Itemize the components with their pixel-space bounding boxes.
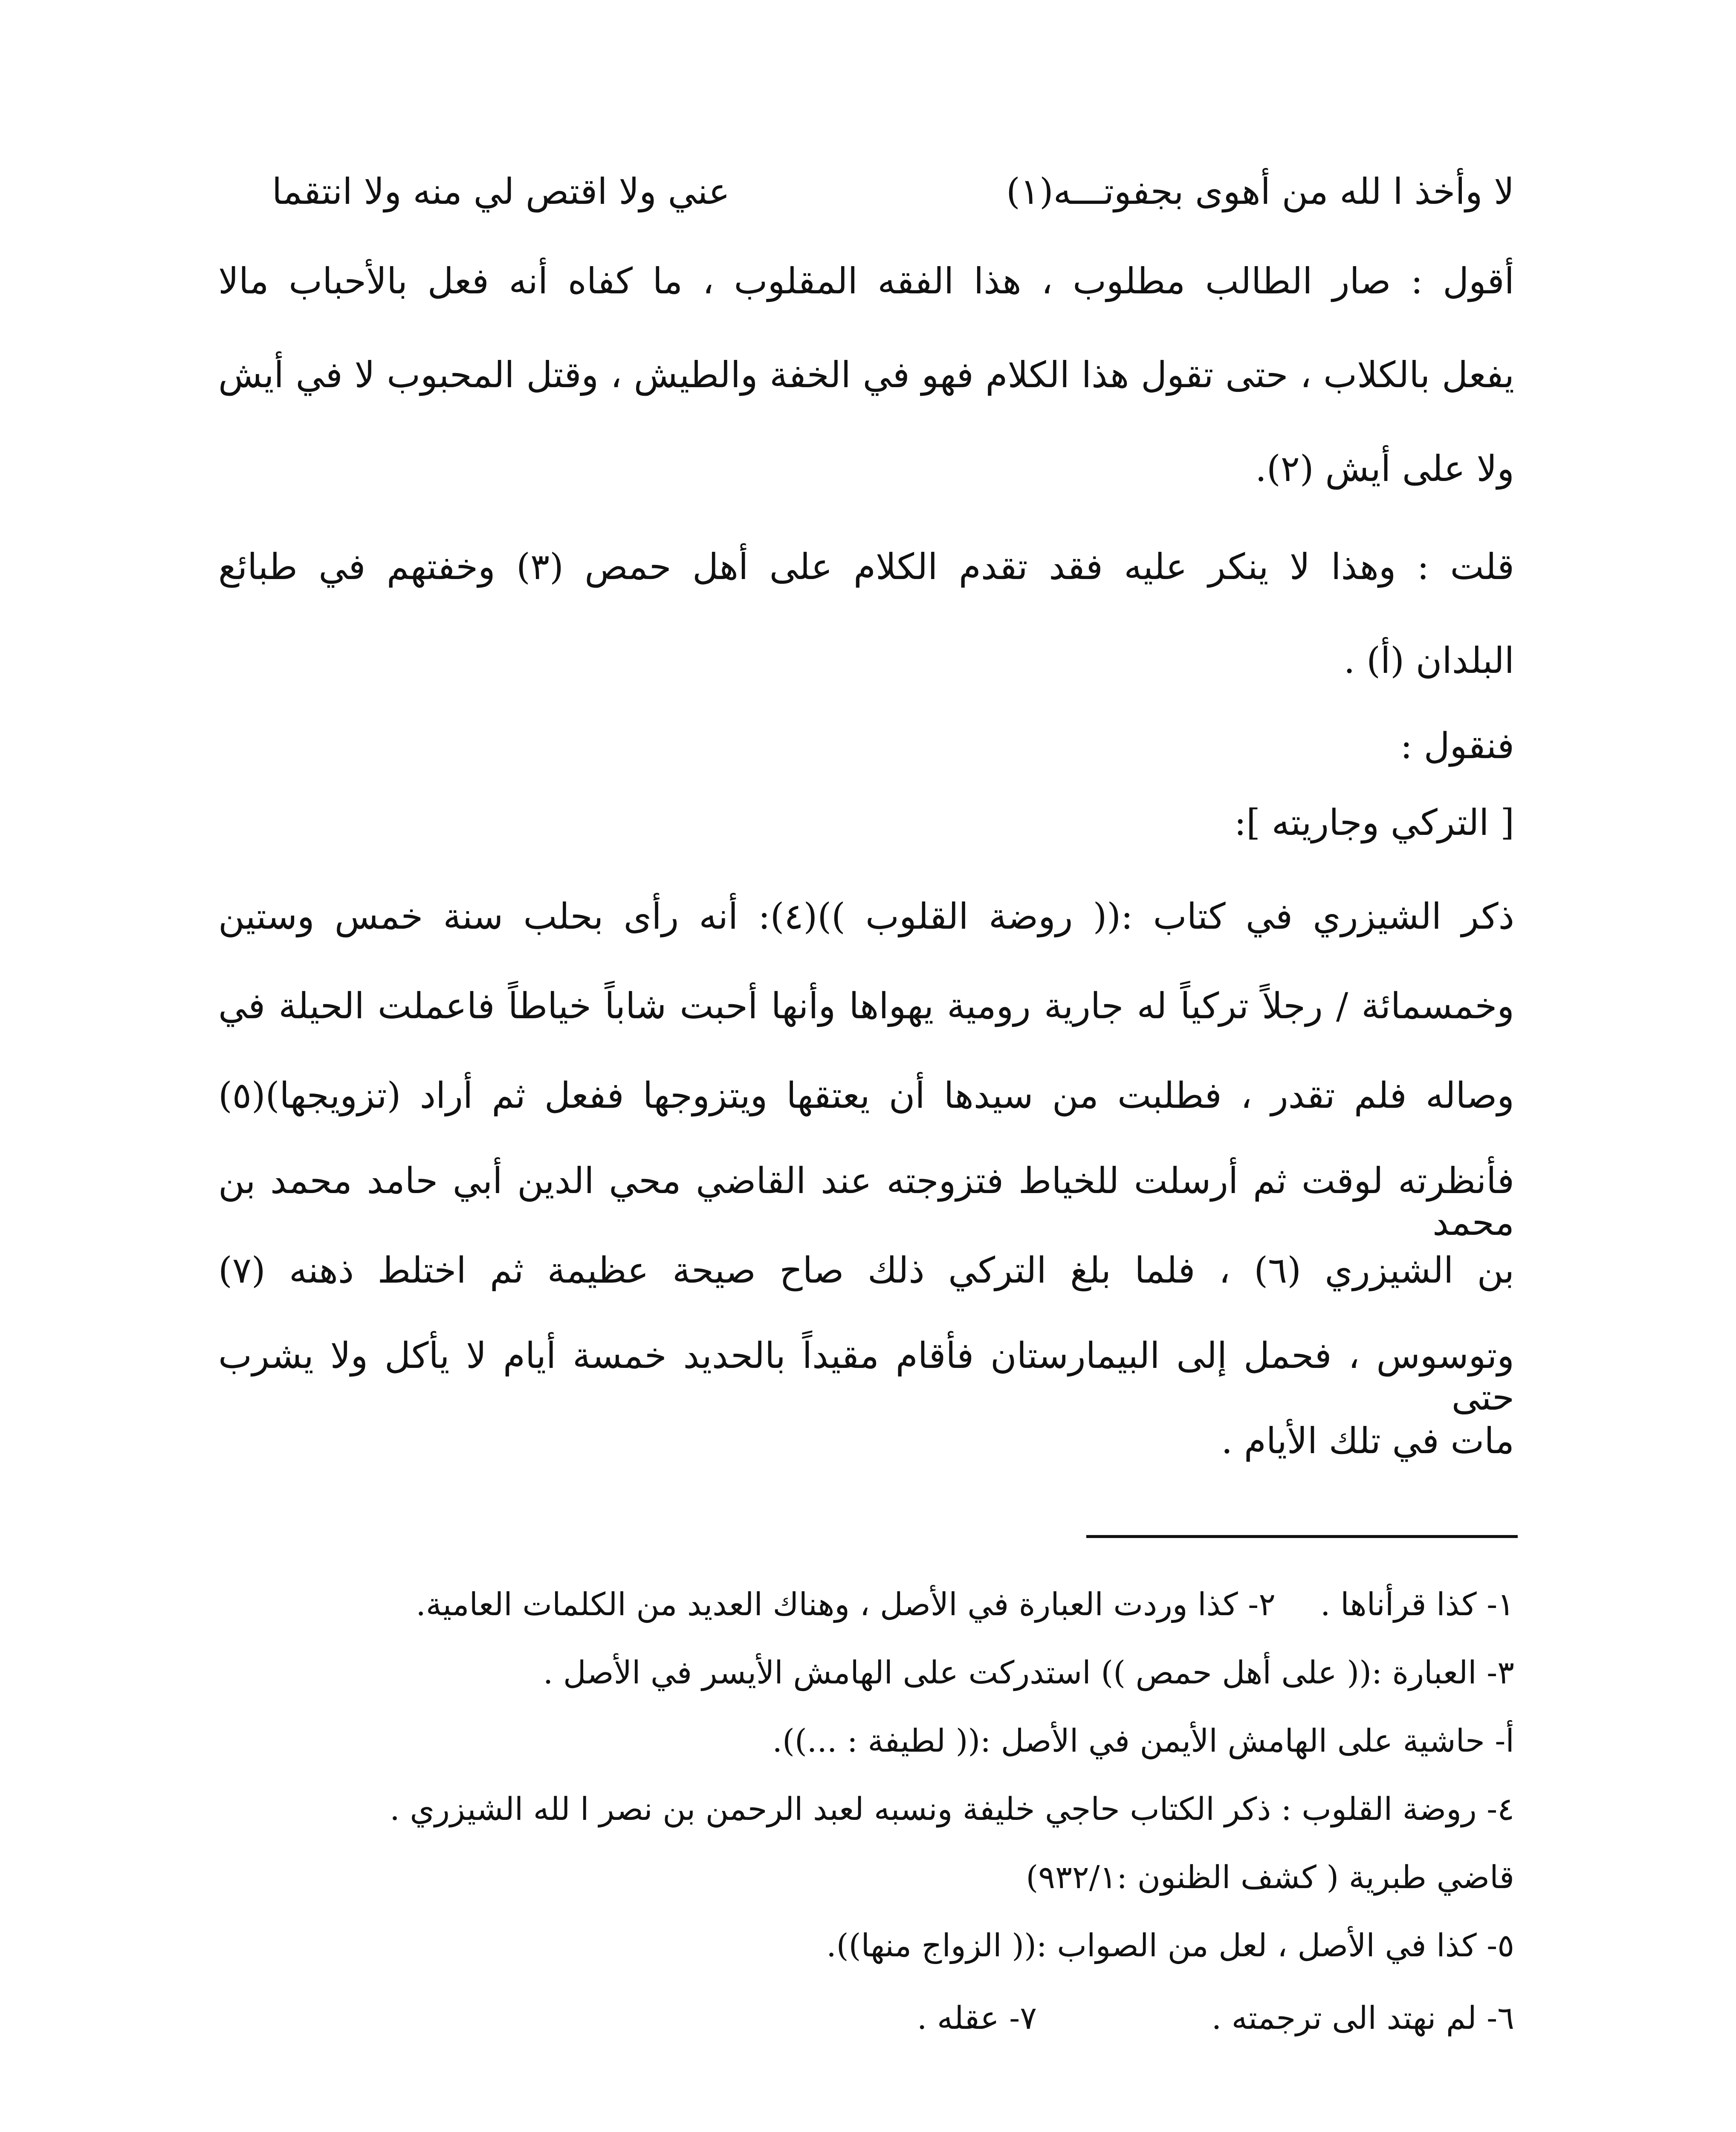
poem-second-hemistich: عني ولا اقتص لي منه ولا انتقما: [272, 171, 730, 212]
paragraph-line: فأنظرته لوقت ثم أرسلت للخياط فتزوجته عند القاضي محي الدين أبي حامد محمد بن محمد: [218, 1160, 1514, 1243]
paragraph-line: ولا على أيش (٢).: [1255, 448, 1514, 490]
footnote-5: ٥- كذا في الأصل ، لعل من الصواب :(( الزواج منها)).: [826, 1927, 1514, 1964]
paragraph-line: البلدان (أ) .: [1343, 640, 1514, 681]
paragraph-line: وتوسوس ، فحمل إلى البيمارستان فأقام مقيداً بالحديد خمسة أيام لا يأكل ولا يشرب حتى: [218, 1335, 1514, 1418]
paragraph-line: وخمسمائة / رجلاً تركياً له جارية رومية يهواها وأنها أحبت شاباً خياطاً فاعملت الحيلة في: [218, 985, 1514, 1027]
paragraph-line: قلت : وهذا لا ينكر عليه فقد تقدم الكلام على أهل حمص (٣) وخفتهم في طبائع: [218, 546, 1514, 588]
footnote-6: ٦- لم نهتد الى ترجمته .: [1211, 2000, 1514, 2036]
paragraph-line: بن الشيزري (٦) ، فلما بلغ التركي ذلك صاح صيحة عظيمة ثم اختلط ذهنه (٧): [218, 1249, 1514, 1291]
footnote-7: ٧- عقله .: [917, 2000, 1037, 2036]
intro-text: فنقول :: [1400, 725, 1514, 767]
footnote-a: أ- حاشية على الهامش الأيمن في الأصل :(( لطيفة : ...)).: [772, 1723, 1514, 1759]
footnote-1: ١- كذا قرأناها .: [1320, 1586, 1514, 1623]
footnote-4-continuation: قاضي طبرية ( كشف الظنون :٩٣٢/١): [1026, 1859, 1514, 1896]
footnote-separator: [1086, 1535, 1518, 1538]
section-heading: [ التركي وجاريته ]:: [1234, 802, 1514, 843]
paragraph-line: أقول : صار الطالب مطلوب ، هذا الفقه المقلوب ، ما كفاه أنه فعل بالأحباب مالا: [218, 260, 1514, 302]
poem-first-hemistich: لا وأخذ ا لله من أهوى بجفوتـــه(١): [1006, 171, 1514, 212]
footnote-4: ٤- روضة القلوب : ذكر الكتاب حاجي خليفة ونسبه لعبد الرحمن بن نصر ا لله الشيزري .: [390, 1791, 1514, 1828]
paragraph-line: مات في تلك الأيام .: [1221, 1420, 1514, 1462]
paragraph-line: وصاله فلم تقدر ، فطلبت من سيدها أن يعتقها ويتزوجها ففعل ثم أراد (تزويجها)(٥): [218, 1075, 1514, 1116]
footnote-2: ٢- كذا وردت العبارة في الأصل ، وهناك العديد من الكلمات العامية.: [416, 1586, 1276, 1623]
paragraph-line: ذكر الشيزري في كتاب :(( روضة القلوب ))(٤): أنه رأى بحلب سنة خمس وستين: [218, 895, 1514, 937]
footnote-3: ٣- العبارة :(( على أهل حمص )) استدركت على الهامش الأيسر في الأصل .: [543, 1654, 1514, 1691]
paragraph-line: يفعل بالكلاب ، حتى تقول هذا الكلام فهو في الخفة والطيش ، وقتل المحبوب لا في أيش: [218, 354, 1514, 396]
